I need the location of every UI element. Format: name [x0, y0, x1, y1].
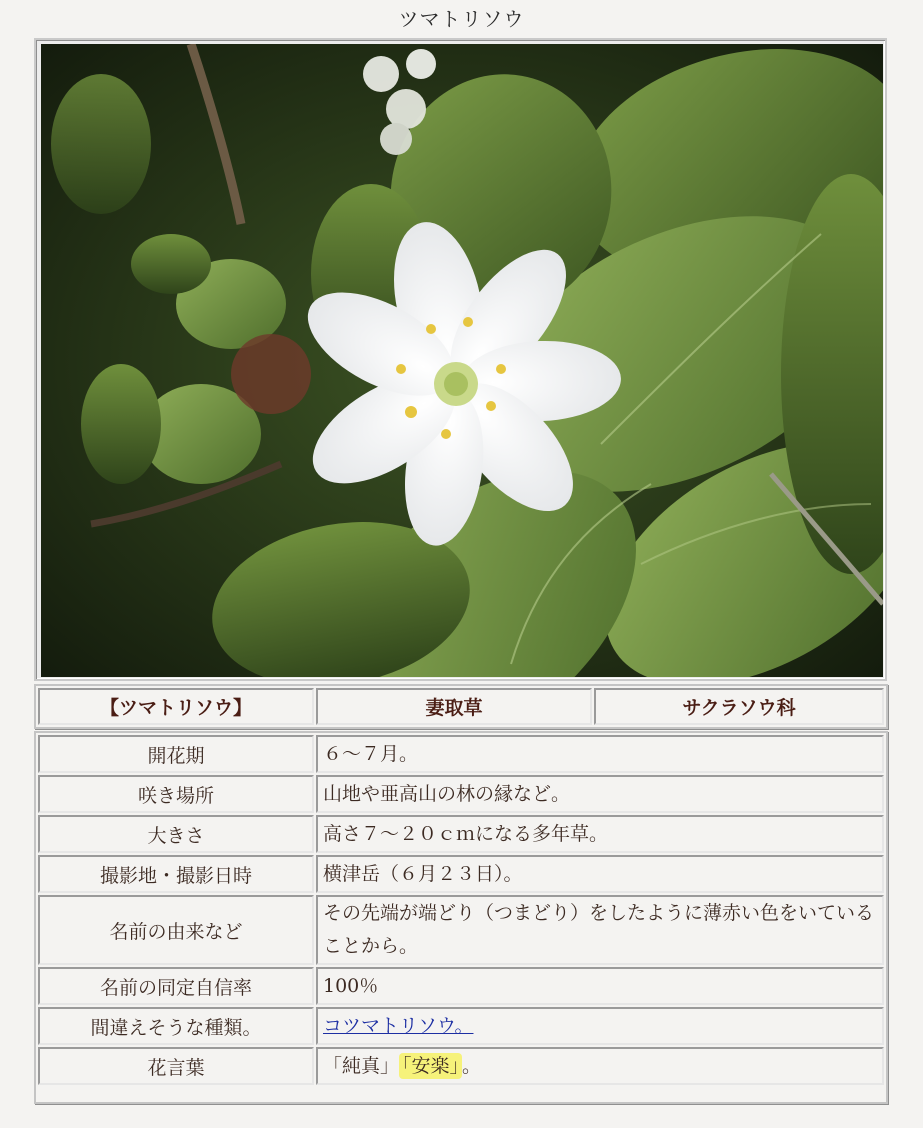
- bloom-period-value: ６～７月。: [316, 735, 884, 773]
- flower-photo-illustration: [41, 44, 883, 677]
- page-title: ツマトリソウ: [398, 7, 525, 31]
- photo-location-value: 横津岳（６月２３日）。: [316, 855, 884, 893]
- table-row: [38, 735, 884, 773]
- name-origin-value: その先端が端どり（つまどり）をしたように薄赤い色をいていることから。: [316, 895, 884, 965]
- header-kanji-cell: 妻取草: [316, 688, 592, 725]
- size-label: 大きさ: [38, 815, 314, 853]
- header-name-cell: 【ツマトリソウ】: [38, 688, 314, 725]
- info-table: [34, 731, 888, 1104]
- header-family-cell: サクラソウ科: [594, 688, 884, 725]
- table-row: [38, 855, 884, 893]
- similar-species-value: [316, 1007, 884, 1045]
- name-origin-label: 名前の由来など: [38, 895, 314, 965]
- habitat-label: 咲き場所: [38, 775, 314, 813]
- photo-location-label: 撮影地・撮影日時: [38, 855, 314, 893]
- table-row: [38, 967, 884, 1005]
- table-row: [38, 1007, 884, 1045]
- similar-species-label: 間違えそうな種類。: [38, 1007, 314, 1045]
- table-row: [38, 815, 884, 853]
- similar-species-link[interactable]: コツマトリソウ。: [323, 1014, 474, 1037]
- flower-language-label: 花言葉: [38, 1047, 314, 1085]
- size-value: 高さ７～２０ｃｍになる多年草。: [316, 815, 884, 853]
- table-row: [38, 895, 884, 965]
- flower-language-value: [316, 1047, 884, 1085]
- header-table: [34, 684, 888, 729]
- flower-language-part1: 「純真」: [323, 1054, 400, 1077]
- confidence-label: 名前の同定自信率: [38, 967, 314, 1005]
- table-row: [38, 775, 884, 813]
- photo-frame: [34, 38, 887, 681]
- flower-photo: [41, 44, 883, 677]
- habitat-value: 山地や亜高山の林の縁など。: [316, 775, 884, 813]
- flower-language-part3: 。: [462, 1054, 482, 1077]
- confidence-value: 100％: [316, 967, 884, 1005]
- highlighted-flower-language: 「安楽」: [399, 1053, 462, 1079]
- table-row: [38, 1047, 884, 1085]
- bloom-period-label: 開花期: [38, 735, 314, 773]
